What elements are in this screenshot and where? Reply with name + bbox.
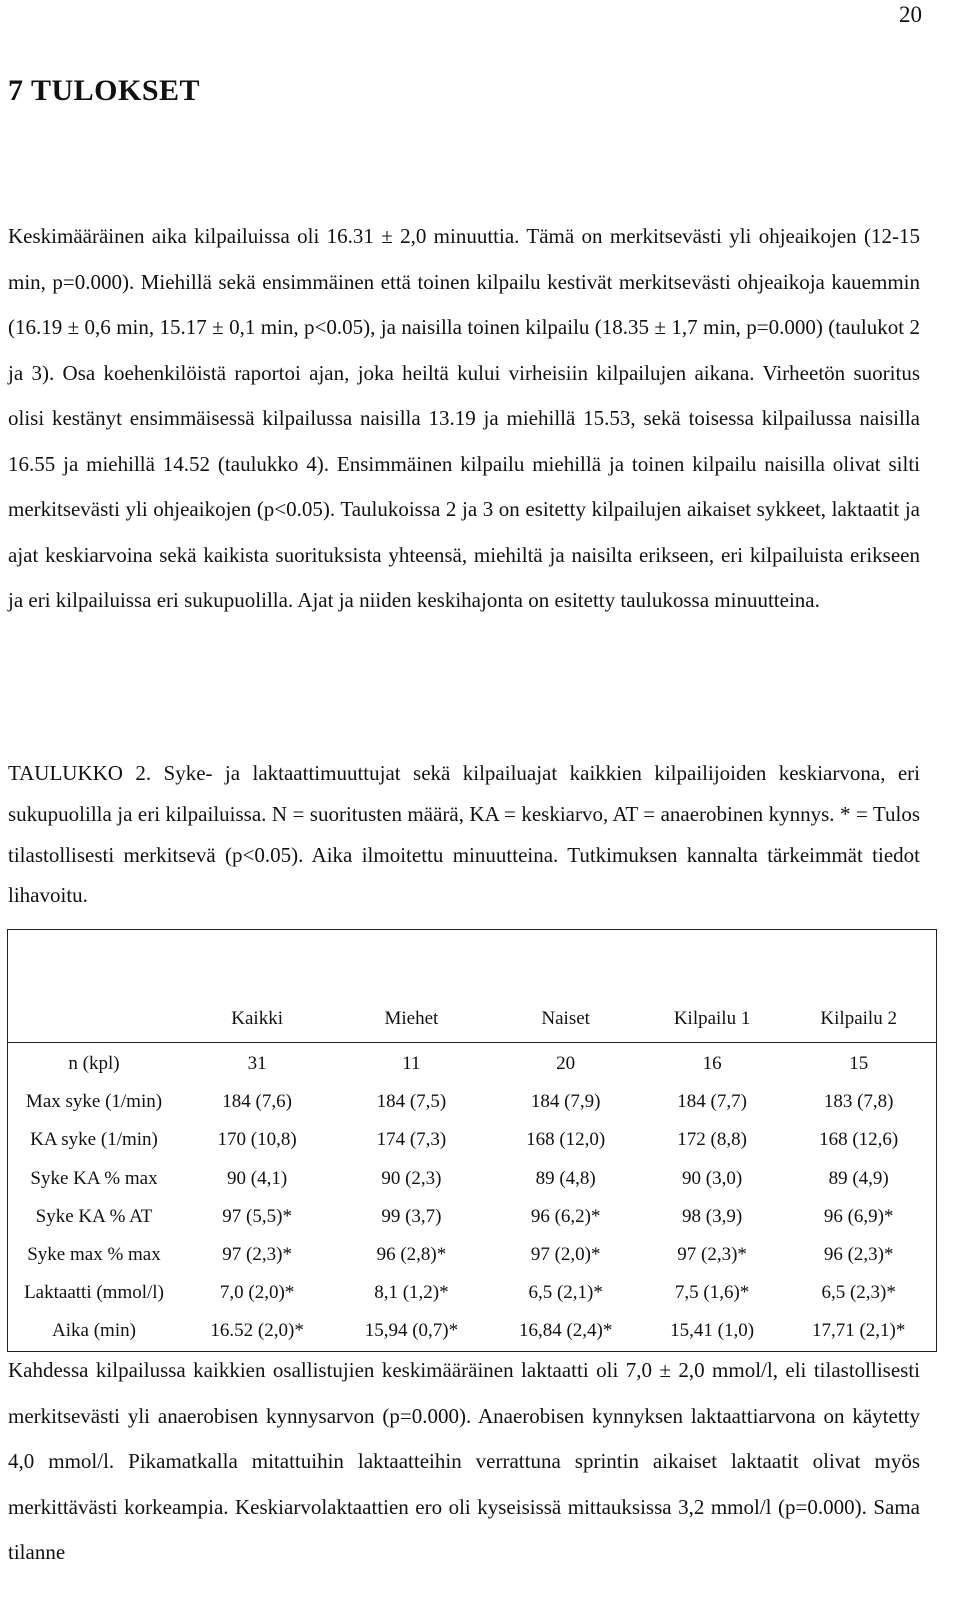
table-cell: 11 <box>334 1043 488 1084</box>
row-label: Max syke (1/min) <box>25 1091 163 1113</box>
row-label: n (kpl) <box>8 1043 181 1084</box>
table-cell: 96 (6,2)* <box>530 1205 601 1227</box>
table-cell: 15,41 (1,0) <box>670 1320 755 1342</box>
table-cell: 184 (7,9) <box>530 1091 601 1113</box>
table-cell: 89 (4,9) <box>828 1167 889 1189</box>
table-row <box>8 1274 937 1312</box>
results-table <box>7 929 937 1352</box>
table-cell: 8,1 (1,2)* <box>374 1282 449 1304</box>
table-header-row <box>8 930 937 1043</box>
table-cell: 184 (7,6) <box>222 1091 292 1113</box>
column-header-kilpailu-1: Kilpailu 1 <box>673 1008 751 1029</box>
column-header-kilpailu-2: Kilpailu 2 <box>820 1008 897 1029</box>
table-row <box>8 1043 937 1084</box>
column-header-kaikki: Kaikki <box>231 1008 283 1029</box>
table-cell: 97 (2,3)* <box>677 1244 747 1266</box>
table-cell: 20 <box>489 1043 643 1084</box>
row-label: KA syke (1/min) <box>30 1129 158 1151</box>
results-paragraph: Keskimääräinen aika kilpailuissa oli 16.31 ± 2,0 minuuttia. Tämä on merkitsevästi yli ohjeaikojen (12-15 min, p=0.000). Miehillä sekä ensimmäinen että toinen kilpailu kestivät merkitsevästi ohjeaikoja kauemmin (16.19 ± 0,6 min, 15.17 ± 0,1 min, p<0.05), ja naisilla toinen kilpailu (18.35 ± 1,7 min, p=0.000) (taulukot 2 ja 3). Osa koehenkilöistä raportoi ajan, joka heiltä kului virheisiin kilpailujen aikana. Virheetön suoritus olisi kestänyt ensimmäisessä kilpailussa naisilla 13.19 ja miehillä 15.53, sekä toisessa kilpailussa naisilla 16.55 ja miehillä 14.52 (taulukko 4). Ensimmäinen kilpailu miehillä ja toinen kilpailu naisilla olivat silti merkitsevästi yli ohjeaikojen (p<0.05). Taulukoissa 2 ja 3 on esitetty kilpailujen aikaiset sykkeet, laktaatit ja ajat keskiarvoina sekä kaikista suorituksista yhteensä, miehiltä ja naisilta erikseen, eri kilpailuista erikseen ja eri kilpailuissa eri sukupuolilla. Ajat ja niiden keskihajonta on esitetty taulukossa minuutteina. <box>8 224 920 612</box>
row-label: Syke KA % AT <box>35 1205 153 1227</box>
table-row <box>8 1236 937 1274</box>
table-cell: 7,5 (1,6)* <box>674 1282 750 1304</box>
table-cell: 31 <box>180 1043 334 1084</box>
row-label: Aika (min) <box>52 1320 136 1342</box>
table-row <box>8 1121 937 1159</box>
table-cell: 96 (2,8)* <box>376 1244 447 1266</box>
table-row <box>8 1160 937 1198</box>
table-cell: 6,5 (2,1)* <box>528 1282 603 1304</box>
table-cell: 184 (7,5) <box>376 1091 447 1113</box>
table-cell: 90 (2,3) <box>381 1167 442 1189</box>
table-cell: 96 (6,9)* <box>823 1205 894 1227</box>
table-header-corner <box>8 930 181 1043</box>
row-label: Syke KA % max <box>30 1167 158 1189</box>
table-cell: 6,5 (2,3)* <box>821 1282 896 1304</box>
table-cell: 97 (2,0)* <box>530 1244 601 1266</box>
table-cell: 168 (12,6) <box>819 1129 899 1151</box>
table-cell: 184 (7,7) <box>677 1091 747 1113</box>
table-cell: 97 (2,3)* <box>222 1244 292 1266</box>
table-cell: 99 (3,7) <box>381 1205 442 1227</box>
table-cell: 16 <box>643 1043 782 1084</box>
table-cell: 168 (12,0) <box>526 1129 606 1151</box>
table-cell: 16,84 (2,4)* <box>518 1320 613 1342</box>
row-label: Syke max % max <box>27 1244 161 1266</box>
column-header-miehet: Miehet <box>384 1008 439 1029</box>
table-caption: TAULUKKO 2. Syke- ja laktaattimuuttujat sekä kilpailuajat kaikkien kilpailijoiden keskiarvona, eri sukupuolilla ja eri kilpailuissa. N = suoritusten määrä, KA = keskiarvo, AT = anaerobinen kynnys. * = Tulos tilastollisesti merkitsevä (p<0.05). Aika ilmoitettu minuutteina. Tutkimuksen kannalta tärkeimmät tiedot lihavoitu. <box>8 761 920 908</box>
table-cell: 89 (4,8) <box>535 1167 596 1189</box>
table-cell: 170 (10,8) <box>217 1129 297 1151</box>
column-header-naiset: Naiset <box>541 1008 590 1029</box>
table-cell: 174 (7,3) <box>376 1129 447 1151</box>
table-row <box>8 1083 937 1121</box>
table-cell: 183 (7,8) <box>823 1091 894 1113</box>
table-cell: 17,71 (2,1)* <box>811 1320 906 1342</box>
table-row <box>8 1312 937 1351</box>
lactate-paragraph: Kahdessa kilpailussa kaikkien osallistujien keskimääräinen laktaatti oli 7,0 ± 2,0 mmol/l, eli tilastollisesti merkitsevästi yli anaerobisen kynnysarvon (p=0.000). Anaerobisen kynnyksen laktaattiarvona on käytetty 4,0 mmol/l. Pikamatkalla mitattuihin laktaatteihin verrattuna sprintin aikaiset laktaatit olivat myös merkittävästi korkeampia. Keskiarvolaktaattien ero oli kyseisissä mittauksissa 3,2 mmol/l (p=0.000). Sama tilanne <box>8 1358 920 1564</box>
table-cell: 90 (4,1) <box>227 1167 288 1189</box>
table-cell-highlight: 7,0 (2,0)* <box>219 1282 295 1304</box>
table-cell: 90 (3,0) <box>682 1167 743 1189</box>
table-cell-highlight: 16.52 (2,0)* <box>210 1320 304 1342</box>
row-label: Laktaatti (mmol/l) <box>24 1282 164 1304</box>
table-cell: 172 (8,8) <box>677 1129 747 1151</box>
table-row <box>8 1198 937 1236</box>
page-number: 20 <box>899 2 922 27</box>
table-cell: 15 <box>781 1043 936 1084</box>
chapter-title: 7 TULOKSET <box>8 74 201 107</box>
table-cell: 98 (3,9) <box>682 1205 743 1227</box>
table-cell: 96 (2,3)* <box>823 1244 894 1266</box>
table-cell: 15,94 (0,7)* <box>364 1320 459 1342</box>
table-cell-highlight: 97 (5,5)* <box>222 1205 292 1227</box>
